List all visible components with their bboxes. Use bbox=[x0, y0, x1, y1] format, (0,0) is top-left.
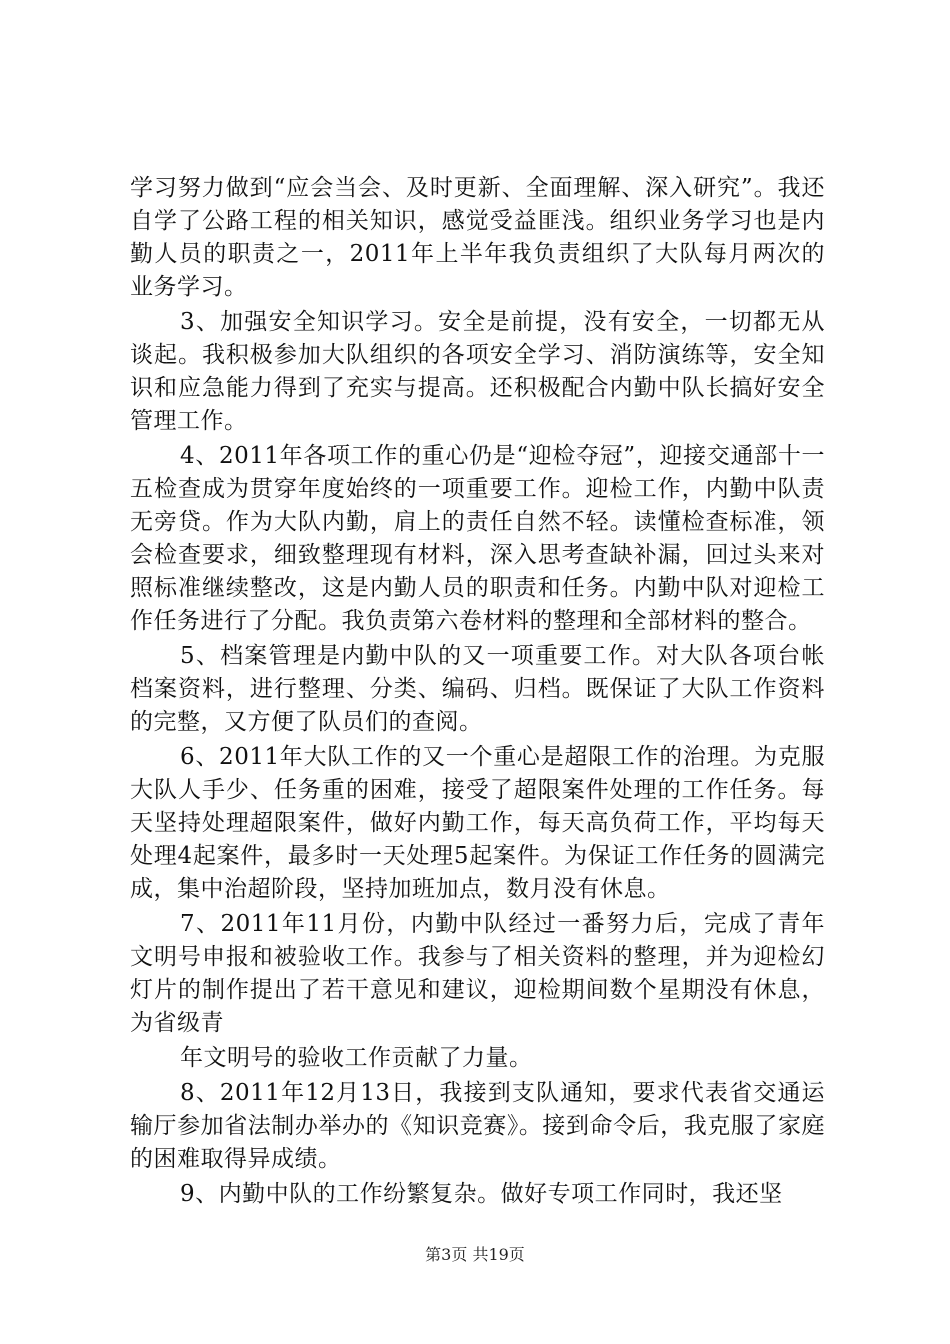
paragraph-item-8-competition: 8、2011年12月13日，我接到支队通知，要求代表省交通运输厅参加省法制办举办的《知识竞赛》。接到命令后，我克服了家庭的困难取得异成绩。 bbox=[130, 1080, 825, 1172]
paragraph-item-7-continued: 年文明号的验收工作贡献了力量。 bbox=[180, 1045, 533, 1071]
paragraph-study-continued: 学习努力做到“应会当会、及时更新、全面理解、深入研究”。我还自学了公路工程的相关知识，感觉受益匪浅。组织业务学习也是内勤人员的职责之一，2011年上半年我负责组织了大队每月两次的业务学习。 bbox=[130, 175, 825, 300]
paragraph-item-9-duties: 9、内勤中队的工作纷繁复杂。做好专项工作同时，我还坚 bbox=[180, 1181, 783, 1207]
paragraph-item-6-overload: 6、2011年大队工作的又一个重心是超限工作的治理。为克服大队人手少、任务重的困难，接受了超限案件处理的工作任务。每天坚持处理超限案件，做好内勤工作，每天高负荷工作，平均每天处理4起案件，最多时一天处理5起案件。为保证工作任务的圆满完成，集中治超阶段，坚持加班加点，数月没有休息。 bbox=[130, 744, 825, 902]
document-body bbox=[130, 172, 825, 1213]
paragraph-item-3-safety: 3、加强安全知识学习。安全是前提，没有安全，一切都无从谈起。我积极参加大队组织的各项安全学习、消防演练等，安全知识和应急能力得到了充实与提高。还积极配合内勤中队长搞好安全管理工作。 bbox=[130, 309, 825, 434]
paragraph-item-7-civilization: 7、2011年11月份，内勤中队经过一番努力后，完成了青年文明号申报和被验收工作。我参与了相关资料的整理，并为迎检幻灯片的制作提出了若干意见和建议，迎检期间数个星期没有休息，为省级青 bbox=[130, 911, 825, 1036]
paragraph-item-4-inspection: 4、2011年各项工作的重心仍是“迎检夺冠”，迎接交通部十一五检查成为贯穿年度始终的一项重要工作。迎检工作，内勤中队责无旁贷。作为大队内勤，肩上的责任自然不轻。读懂检查标准，领会检查要求，细致整理现有材料，深入思考查缺补漏，回过头来对照标准继续整改，这是内勤人员的职责和任务。内勤中队对迎检工作任务进行了分配。我负责第六卷材料的整理和全部材料的整合。 bbox=[130, 443, 825, 634]
page-number-footer: 第3页 共19页 bbox=[425, 1245, 525, 1264]
paragraph-item-5-archives: 5、档案管理是内勤中队的又一项重要工作。对大队各项台帐档案资料，进行整理、分类、编码、归档。既保证了大队工作资料的完整，又方便了队员们的查阅。 bbox=[130, 643, 825, 735]
